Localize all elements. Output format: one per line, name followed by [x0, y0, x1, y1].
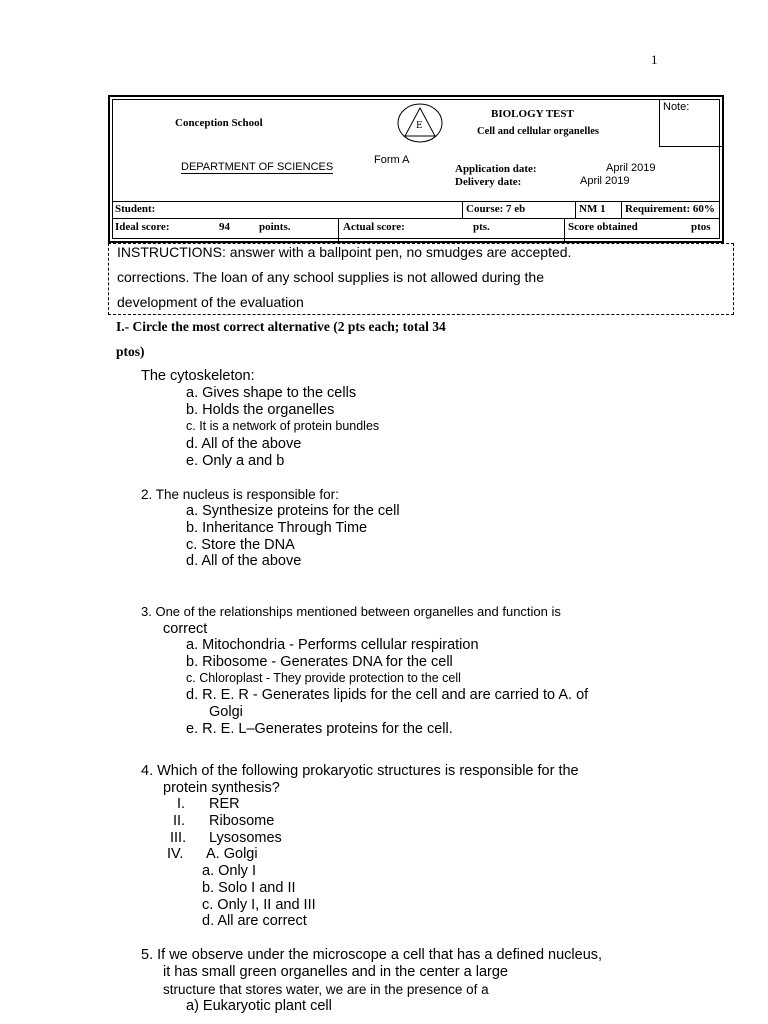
ptos-label: ptos — [691, 221, 711, 233]
q3-option-d: d. R. E. R - Generates lipids for the cell and are carried to A. of — [186, 687, 589, 703]
note-box — [659, 100, 724, 147]
department-name: DEPARTMENT OF SCIENCES — [181, 161, 334, 173]
q1-option-d: d. All of the above — [186, 436, 302, 452]
q3-option-b: b. Ribosome - Generates DNA for the cell — [186, 654, 453, 670]
question-3-stem-cont: correct — [163, 621, 208, 637]
actual-score-label: Actual score: — [343, 221, 405, 233]
section-heading: ptos) — [116, 344, 145, 359]
q5-option-a: a) Eukaryotic plant cell — [186, 998, 332, 1014]
q3-option-a: a. Mitochondria - Performs cellular respiration — [186, 637, 479, 653]
instructions-line: development of the evaluation — [117, 294, 304, 310]
q3-option-e: e. R. E. L–Generates proteins for the cell. — [186, 721, 453, 737]
q1-option-e: e. Only a and b — [186, 453, 285, 469]
instructions-box — [108, 243, 734, 315]
q4-item-numeral: III. — [170, 830, 187, 846]
test-subtitle: Cell and cellular organelles — [477, 126, 600, 137]
q3-option-d-cont: Golgi — [209, 704, 243, 720]
course-label: Course: 7 eb — [466, 203, 526, 215]
q2-option-b: b. Inheritance Through Time — [186, 520, 368, 536]
application-date: April 2019 — [606, 162, 656, 174]
pts-label: pts. — [473, 221, 490, 233]
points-label: points. — [259, 221, 291, 233]
school-name: Conception School — [175, 117, 263, 129]
ideal-score-value: 94 — [219, 221, 230, 233]
q1-option-c: c. It is a network of protein bundles — [186, 419, 380, 433]
delivery-date-label: Delivery date: — [455, 176, 522, 188]
question-4-stem: 4. Which of the following prokaryotic structures is responsible for the — [141, 763, 579, 779]
school-logo — [395, 102, 445, 144]
question-3-stem: 3. One of the relationships mentioned between organelles and function is — [141, 604, 561, 619]
page-number: 1 — [651, 52, 658, 67]
q4-item-numeral: I. — [177, 796, 186, 812]
row-divider — [113, 201, 719, 202]
q4-option-d: d. All are correct — [202, 913, 307, 929]
q4-item-numeral: II. — [173, 813, 186, 829]
test-header — [108, 95, 724, 243]
q4-option-b: b. Solo I and II — [202, 880, 296, 896]
score-obtained-label: Score obtained — [568, 221, 638, 233]
q4-item: Ribosome — [209, 813, 275, 829]
q4-option-c: c. Only I, II and III — [202, 897, 316, 913]
question-5-stem: 5. If we observe under the microscope a cell that has a defined nucleus, — [141, 947, 603, 963]
nm-label: NM 1 — [579, 203, 606, 215]
q2-option-d: d. All of the above — [186, 553, 302, 569]
row-divider — [113, 218, 719, 219]
delivery-date: April 2019 — [580, 175, 630, 187]
q1-option-a: a. Gives shape to the cells — [186, 385, 357, 401]
requirement-label: Requirement: 60% — [625, 203, 715, 215]
q4-item-numeral: IV. — [167, 846, 184, 862]
form-label: Form A — [374, 154, 410, 166]
question-5-stem-cont: structure that stores water, we are in the presence of a — [163, 982, 489, 997]
section-heading: I.- Circle the most correct alternative (2 pts each; total 34 — [116, 319, 446, 334]
q1-option-b: b. Holds the organelles — [186, 402, 335, 418]
test-title: BIOLOGY TEST — [491, 108, 574, 120]
q4-item: A. Golgi — [206, 846, 258, 862]
instructions-line: INSTRUCTIONS: answer with a ballpoint pen, no smudges are accepted. — [117, 244, 572, 260]
student-label: Student: — [115, 203, 156, 215]
question-2-stem: 2. The nucleus is responsible for: — [141, 487, 339, 502]
q4-option-a: a. Only I — [202, 863, 256, 879]
logo-letter: E — [416, 121, 423, 131]
instructions-line: corrections. The loan of any school supplies is not allowed during the — [117, 269, 544, 285]
question-4-stem-cont: protein synthesis? — [163, 780, 280, 796]
q3-option-c: c. Chloroplast - They provide protection to the cell — [186, 671, 461, 685]
question-5-stem-cont: it has small green organelles and in the center a large — [163, 964, 508, 980]
question-1-stem: The cytoskeleton: — [141, 368, 255, 384]
q2-option-c: c. Store the DNA — [186, 537, 295, 553]
application-date-label: Application date: — [455, 163, 537, 175]
q4-item: Lysosomes — [209, 830, 282, 846]
q4-item: RER — [209, 796, 240, 812]
note-label: Note: — [663, 101, 690, 113]
q2-option-a: a. Synthesize proteins for the cell — [186, 503, 400, 519]
ideal-score-label: Ideal score: — [115, 221, 170, 233]
